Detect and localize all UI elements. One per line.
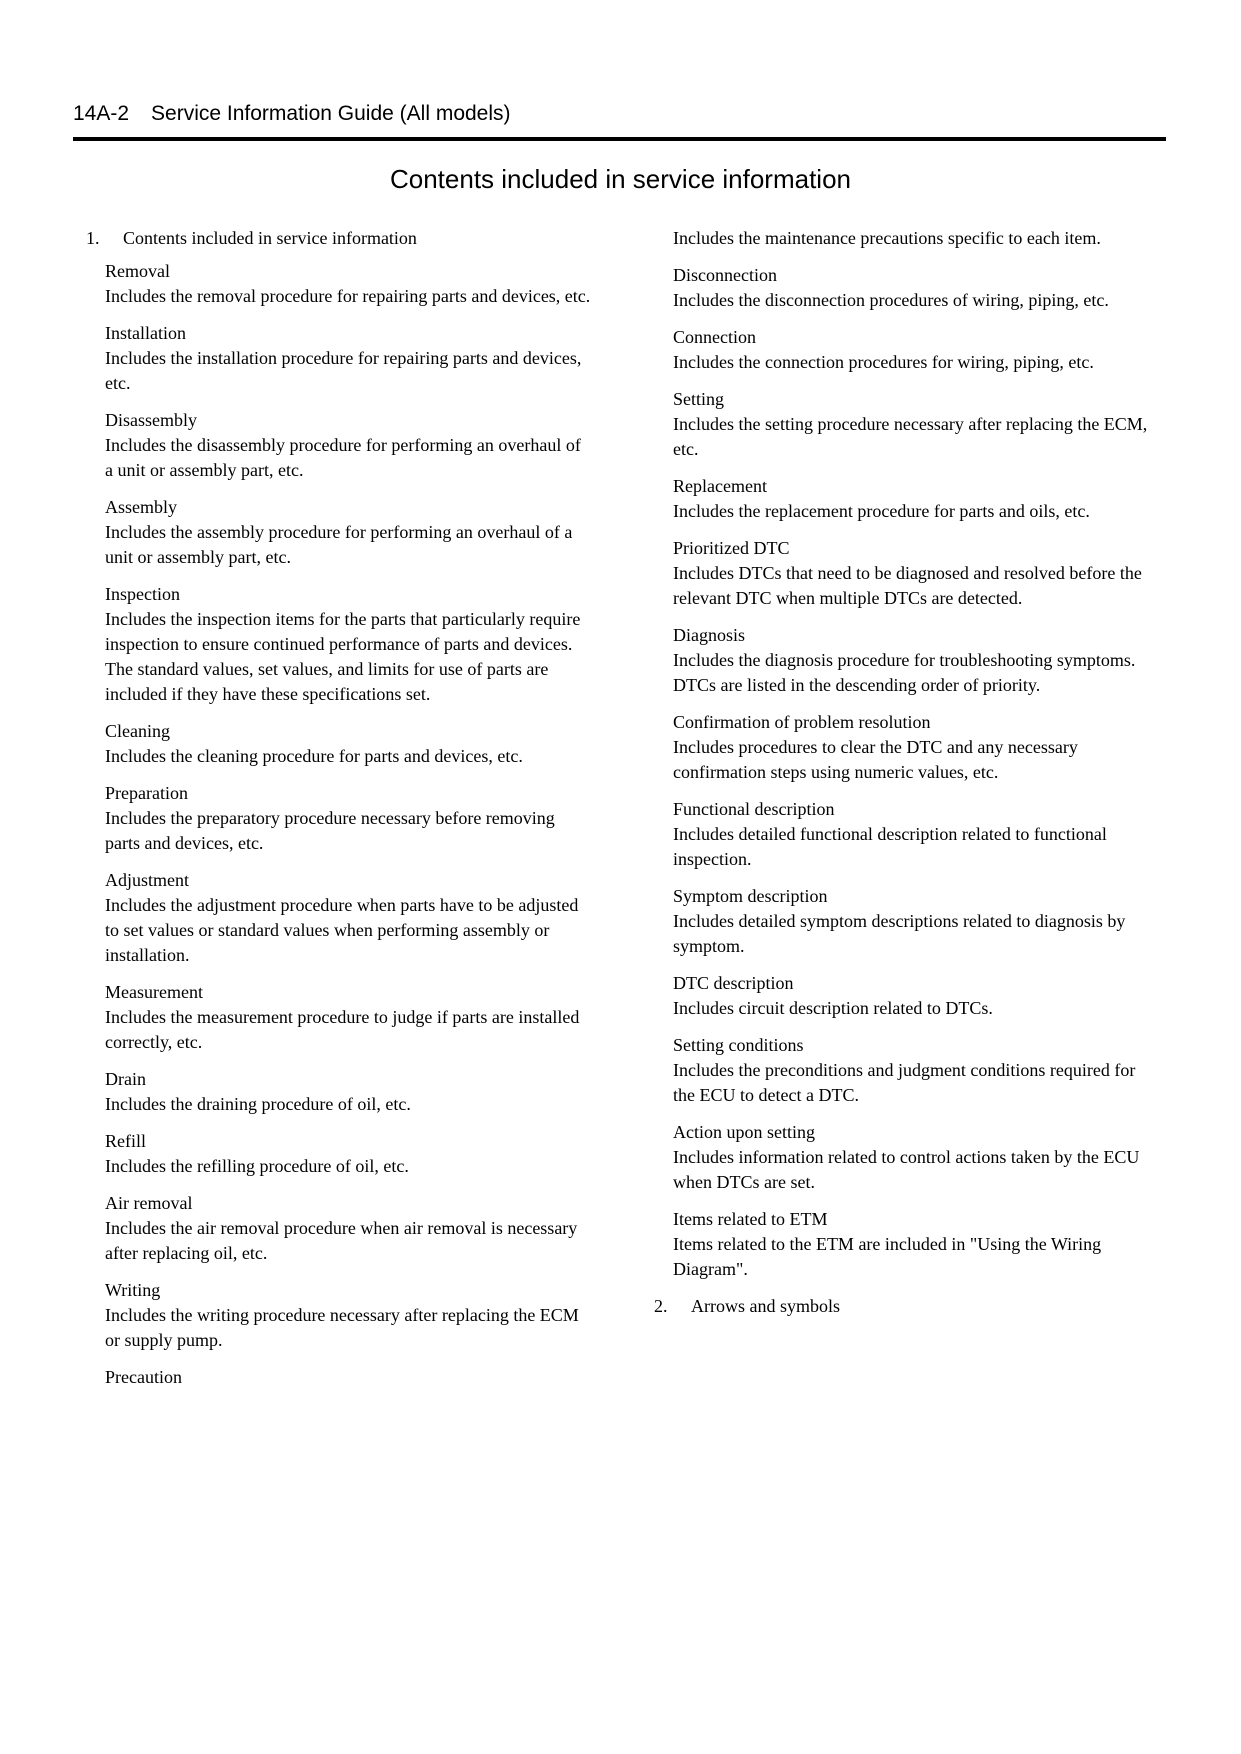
entry-heading: Connection (673, 327, 756, 347)
content-entry (673, 387, 1161, 462)
entry-heading: Action upon setting (673, 1122, 815, 1142)
content-entry (673, 226, 1161, 251)
content-entry (105, 259, 591, 309)
content-entry (673, 263, 1161, 313)
list-number: 1. (86, 228, 100, 248)
entry-heading: Diagnosis (673, 625, 745, 645)
running-header (73, 101, 1166, 127)
entry-heading: Removal (105, 261, 170, 281)
entry-body: Includes information related to control actions taken by the ECU when DTCs are set. (673, 1147, 1140, 1192)
entry-body: Includes the draining procedure of oil, etc. (105, 1094, 411, 1114)
right-column (654, 226, 1161, 1402)
entry-heading: Setting conditions (673, 1035, 804, 1055)
entry-body: Includes detailed symptom descriptions related to diagnosis by symptom. (673, 911, 1126, 956)
content-entry (105, 868, 591, 968)
entry-body: Includes detailed functional description related to functional inspection. (673, 824, 1107, 869)
content-entry (673, 325, 1161, 375)
content-entry (105, 582, 591, 707)
entry-body: Includes the air removal procedure when air removal is necessary after replacing oil, etc. (105, 1218, 578, 1263)
content-entry (673, 971, 1161, 1021)
entry-heading: Setting (673, 389, 725, 409)
entry-body: Includes the measurement procedure to judge if parts are installed correctly, etc. (105, 1007, 580, 1052)
numbered-heading (654, 1294, 1161, 1319)
content-entry (673, 623, 1161, 698)
entry-body: Includes the connection procedures for wiring, piping, etc. (673, 352, 1094, 372)
entry-heading: Symptom description (673, 886, 828, 906)
list-text: Arrows and symbols (691, 1296, 840, 1316)
entry-body: Includes the disassembly procedure for performing an overhaul of a unit or assembly part, etc. (105, 435, 581, 480)
entry-heading: Refill (105, 1131, 146, 1151)
entry-body: Includes the refilling procedure of oil, etc. (105, 1156, 409, 1176)
entry-body: Includes the adjustment procedure when parts have to be adjusted to set values or standard values when performing assembly or installation. (105, 895, 579, 965)
entry-heading: Air removal (105, 1193, 193, 1213)
entry-heading: Disassembly (105, 410, 197, 430)
page-number: 14A-2 (73, 102, 130, 125)
entry-body: Includes procedures to clear the DTC and any necessary confirmation steps using numeric values, etc. (673, 737, 1078, 782)
entry-body: Includes the maintenance precautions specific to each item. (673, 228, 1101, 248)
entry-body: Includes the removal procedure for repairing parts and devices, etc. (105, 286, 591, 306)
entry-heading: Functional description (673, 799, 835, 819)
entry-heading: Writing (105, 1280, 161, 1300)
entry-heading: Replacement (673, 476, 767, 496)
header-rule (73, 137, 1166, 141)
entry-heading: Installation (105, 323, 186, 343)
content-entry (105, 1191, 591, 1266)
content-entry (105, 321, 591, 396)
entry-body: Includes the writing procedure necessary after replacing the ECM or supply pump. (105, 1305, 579, 1350)
page-title: Contents included in service information (389, 164, 852, 194)
content-entry (105, 719, 591, 769)
entry-heading: Assembly (105, 497, 177, 517)
left-column (86, 226, 591, 1402)
entry-body: Includes the assembly procedure for performing an overhaul of a unit or assembly part, etc. (105, 522, 573, 567)
entry-body: Includes the installation procedure for repairing parts and devices, etc. (105, 348, 582, 393)
entry-heading: Drain (105, 1069, 146, 1089)
entry-body: Includes circuit description related to DTCs. (673, 998, 993, 1018)
content-entry (673, 1120, 1161, 1195)
content-entry (105, 980, 591, 1055)
entry-heading: Disconnection (673, 265, 777, 285)
content-entry (673, 797, 1161, 872)
content-entry (105, 408, 591, 483)
content-entry (673, 536, 1161, 611)
content-entry (673, 1033, 1161, 1108)
content-entry (105, 495, 591, 570)
entry-body: The standard values, set values, and limits for use of parts are included if they have these specifications set. (105, 659, 549, 704)
entry-heading: Prioritized DTC (673, 538, 790, 558)
entry-body: Includes the cleaning procedure for parts and devices, etc. (105, 746, 523, 766)
entry-heading: Precaution (105, 1367, 182, 1387)
content-entry (105, 1278, 591, 1353)
entry-body: Includes the inspection items for the parts that particularly require inspection to ensure continued performance of parts and devices. (105, 609, 581, 654)
content-entry (673, 884, 1161, 959)
entry-body: Includes the setting procedure necessary after replacing the ECM, etc. (673, 414, 1148, 459)
entry-heading: Confirmation of problem resolution (673, 712, 931, 732)
content-entry (105, 1129, 591, 1179)
entry-heading: Adjustment (105, 870, 189, 890)
entry-body: Includes the diagnosis procedure for troubleshooting symptoms. (673, 650, 1136, 670)
content-entry (105, 1365, 591, 1390)
content-entry (673, 710, 1161, 785)
list-text: Contents included in service information (123, 228, 417, 248)
entry-heading: DTC description (673, 973, 794, 993)
content-entry (105, 1067, 591, 1117)
content-entry (673, 1207, 1161, 1282)
entry-body: Includes DTCs that need to be diagnosed and resolved before the relevant DTC when multiple DTCs are detected. (673, 563, 1142, 608)
entry-body: Includes the preconditions and judgment conditions required for the ECU to detect a DTC. (673, 1060, 1136, 1105)
entry-heading: Preparation (105, 783, 188, 803)
entry-heading: Inspection (105, 584, 180, 604)
list-number: 2. (654, 1296, 668, 1316)
entry-body: Includes the preparatory procedure necessary before removing parts and devices, etc. (105, 808, 555, 853)
entry-body: DTCs are listed in the descending order of priority. (673, 675, 1041, 695)
section-title: Service Information Guide (All models) (151, 102, 511, 125)
entry-heading: Measurement (105, 982, 203, 1002)
entry-heading: Cleaning (105, 721, 170, 741)
content-columns (86, 226, 1161, 1402)
content-entry (673, 474, 1161, 524)
numbered-heading (86, 226, 591, 251)
content-entry (105, 781, 591, 856)
entry-body: Items related to the ETM are included in "Using the Wiring Diagram". (673, 1234, 1102, 1279)
entry-body: Includes the replacement procedure for parts and oils, etc. (673, 501, 1090, 521)
entry-heading: Items related to ETM (673, 1209, 828, 1229)
entry-body: Includes the disconnection procedures of wiring, piping, etc. (673, 290, 1109, 310)
